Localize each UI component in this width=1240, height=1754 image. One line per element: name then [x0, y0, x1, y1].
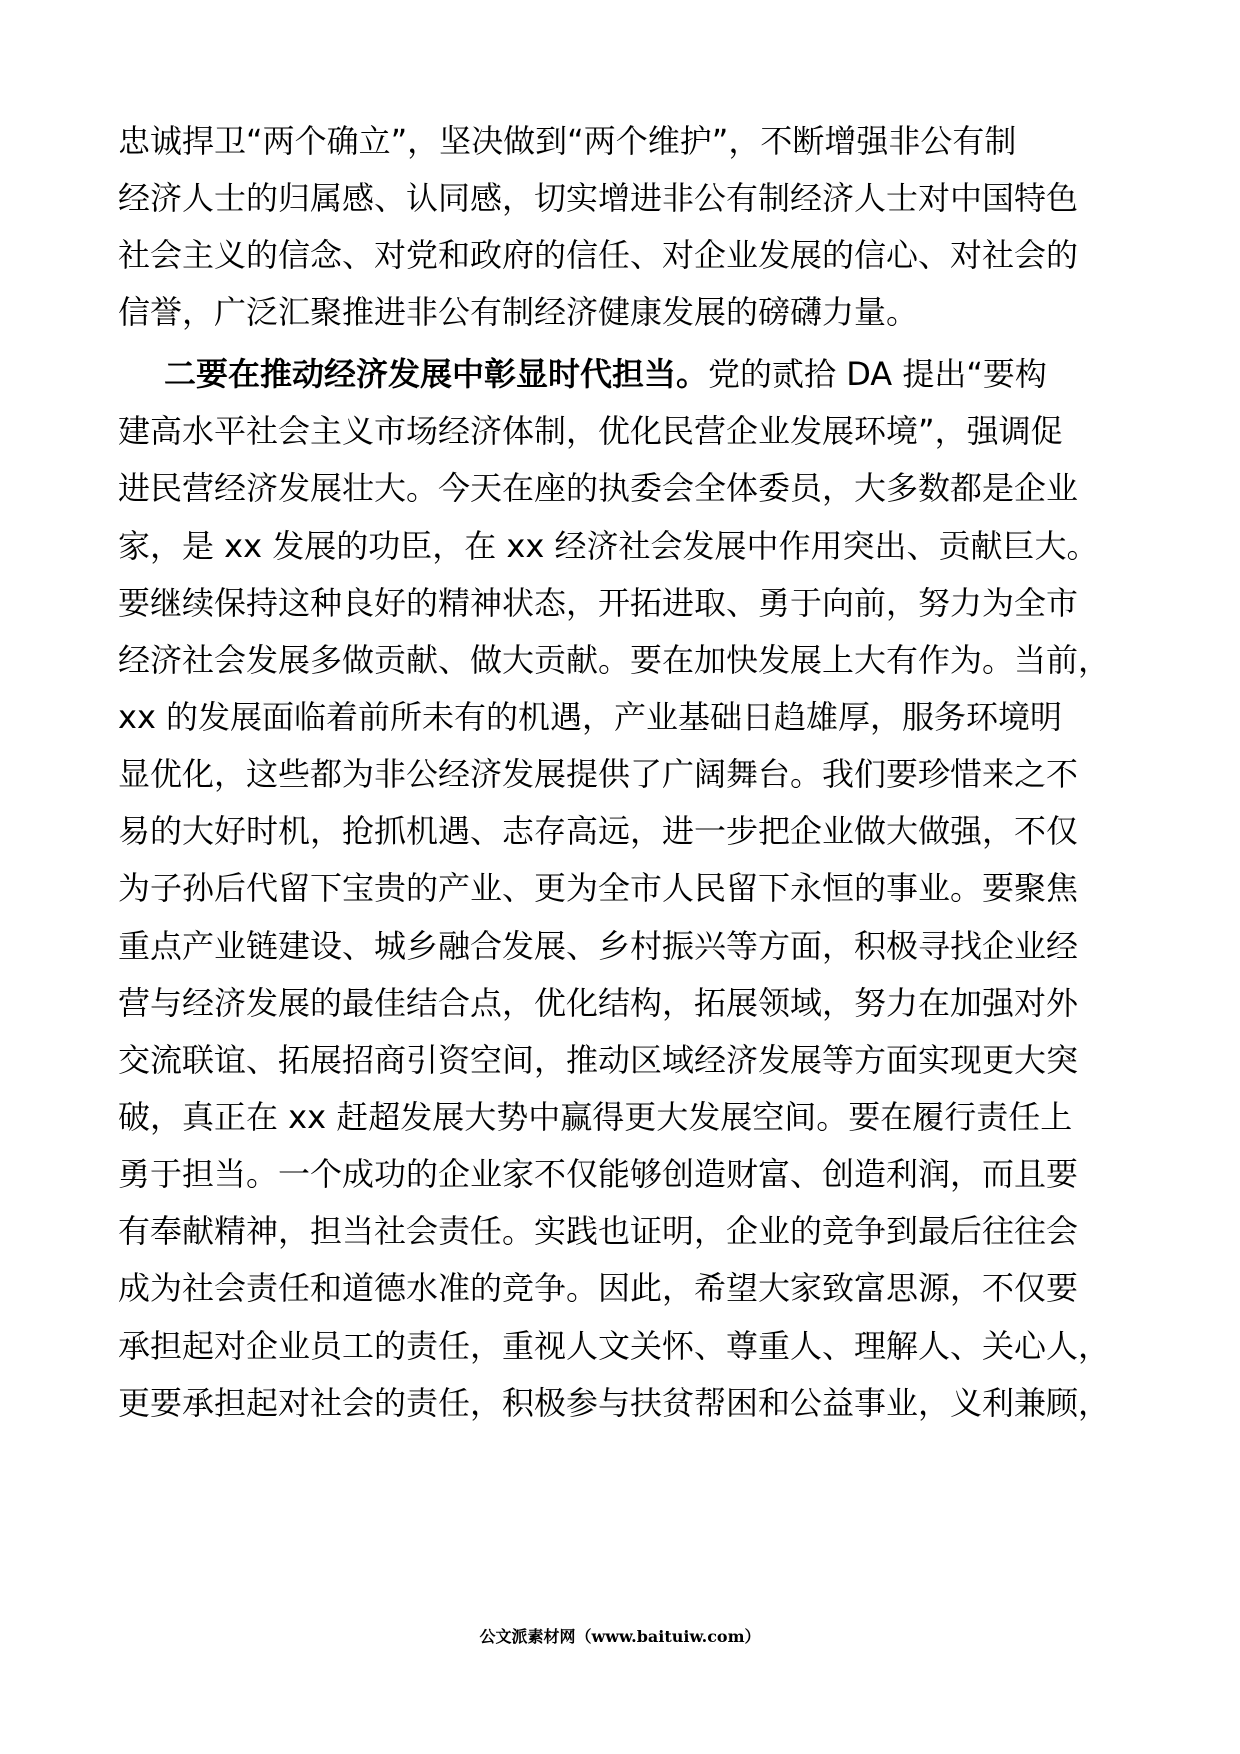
text-line: 营与经济发展的最佳结合点，优化结构，拓展领域，努力在加强对外 [118, 984, 1079, 1022]
text-line: 交流联谊、拓展招商引资空间，推动区域经济发展等方面实现更大突 [118, 1041, 1079, 1079]
text-line: 有奉献精神，担当社会责任。实践也证明，企业的竞争到最后往往会 [118, 1212, 1079, 1250]
text-line: 重点产业链建设、城乡融合发展、乡村振兴等方面，积极寻找企业经 [118, 927, 1079, 965]
text-line: 经济社会发展多做贡献、做大贡献。要在加快发展上大有作为。当前， [118, 641, 1111, 679]
text-line: 建高水平社会主义市场经济体制，优化民营企业发展环境”，强调促 [118, 412, 1063, 450]
text-line: 破，真正在 xx 赶超发展大势中赢得更大发展空间。要在履行责任上 [118, 1098, 1073, 1136]
paragraph-first-line-text: 党的贰拾 DA 提出“要构 [708, 355, 1047, 393]
text-line: 经济人士的归属感、认同感，切实增进非公有制经济人士对中国特色 [118, 179, 1079, 217]
text-line: 承担起对企业员工的责任，重视人文关怀、尊重人、理解人、关心人， [118, 1327, 1111, 1365]
text-line: 家，是 xx 发展的功臣，在 xx 经济社会发展中作用突出、贡献巨大。 [118, 527, 1099, 565]
text-line: 忠诚捍卫“两个确立”，坚决做到“两个维护”，不断增强非公有制 [118, 122, 1017, 160]
text-line: 进民营经济发展壮大。今天在座的执委会全体委员，大多数都是企业 [118, 469, 1079, 507]
text-line: 社会主义的信念、对党和政府的信任、对企业发展的信心、对社会的 [118, 236, 1079, 274]
text-line: xx 的发展面临着前所未有的机遇，产业基础日趋雄厚，服务环境明 [118, 698, 1063, 736]
text-line: 勇于担当。一个成功的企业家不仅能够创造财富、创造利润，而且要 [118, 1155, 1079, 1193]
paragraph-heading: 二要在推动经济发展中彰显时代担当。 [164, 355, 709, 393]
text-line: 成为社会责任和道德水准的竞争。因此，希望大家致富思源，不仅要 [118, 1269, 1079, 1307]
text-line: 更要承担起对社会的责任，积极参与扶贫帮困和公益事业，义利兼顾， [118, 1384, 1111, 1422]
text-line: 易的大好时机，抢抓机遇、志存高远，进一步把企业做大做强，不仅 [118, 812, 1079, 850]
paragraph-first-line [164, 354, 1047, 394]
text-line: 信誉，广泛汇聚推进非公有制经济健康发展的磅礴力量。 [118, 293, 919, 331]
page-footer: 公文派素材网（www.baituiw.com） [479, 1627, 761, 1646]
text-line: 为子孙后代留下宝贵的产业、更为全市人民留下永恒的事业。要聚焦 [118, 869, 1079, 907]
text-line: 显优化，这些都为非公经济发展提供了广阔舞台。我们要珍惜来之不 [118, 755, 1079, 793]
text-line: 要继续保持这种良好的精神状态，开拓进取、勇于向前，努力为全市 [118, 584, 1079, 622]
